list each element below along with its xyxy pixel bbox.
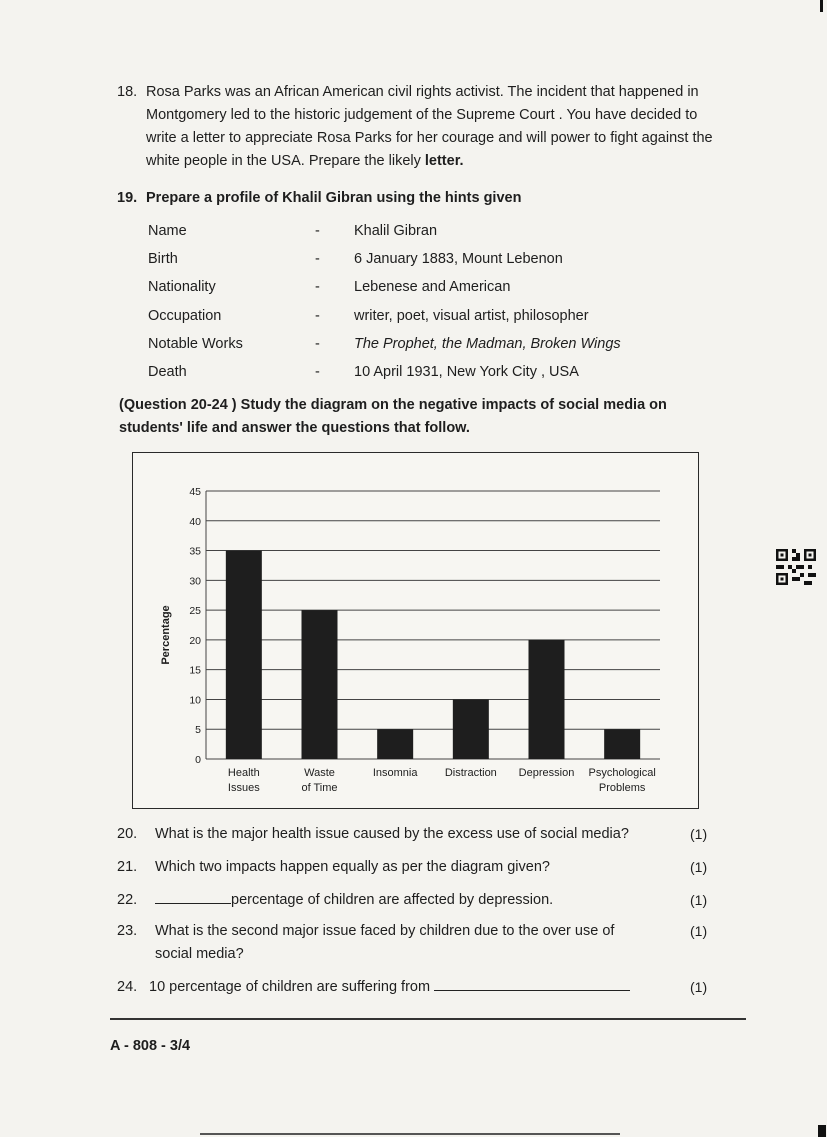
question-number: 20. — [117, 826, 138, 842]
profile-label: Birth — [148, 251, 178, 267]
question-heading: Prepare a profile of Khalil Gibran using the hints given — [146, 190, 522, 206]
profile-value: 10 April 1931, New York City , USA — [354, 364, 579, 380]
question-text: What is the major health issue caused by the excess use of social media? — [155, 826, 629, 842]
y-axis-label: Percentage — [160, 605, 172, 665]
bar — [453, 699, 489, 759]
bar — [377, 729, 413, 759]
answer-blank[interactable] — [155, 903, 231, 904]
question-text: 10 percentage of children are suffering from — [149, 976, 630, 999]
bar-chart-frame — [132, 452, 699, 809]
profile-separator: - — [315, 251, 320, 267]
profile-label: Death — [148, 364, 187, 380]
question-number: 22. — [117, 892, 138, 908]
x-tick-label: Waste — [304, 767, 335, 779]
question-text: Rosa Parks was an African American civil rights activist. The incident that happened in Montgomery led to the historic judgement of the Supreme Court . You have decided to write a letter to appreciate Rosa Parks for her courage and will power to fight against the white people in the USA. Prepare the likely letter. — [146, 84, 713, 169]
profile-value: writer, poet, visual artist, philosopher — [354, 308, 589, 324]
x-tick-label: Insomnia — [372, 767, 418, 779]
bar — [226, 551, 262, 759]
y-tick-label: 40 — [189, 515, 201, 528]
bar — [529, 640, 565, 759]
bar-chart — [133, 453, 698, 808]
scan-edge-mark — [818, 1125, 826, 1137]
y-tick-label: 20 — [189, 634, 201, 647]
question-text: What is the second major issue faced by children due to the over use of social media? — [155, 923, 615, 962]
scan-edge-mark — [200, 1133, 620, 1135]
question-text: Which two impacts happen equally as per the diagram given? — [155, 859, 550, 875]
profile-value: Khalil Gibran — [354, 223, 438, 239]
x-tick-label: Distraction — [444, 767, 497, 779]
profile-separator: - — [315, 364, 320, 380]
profile-value: 6 January 1883, Mount Lebenon — [354, 251, 563, 267]
profile-label: Occupation — [148, 308, 222, 324]
question-marks: (1) — [690, 923, 708, 939]
chart-instruction: (Question 20-24 ) Study the diagram on the negative impacts of social media on students' life and answer the questions that follow. — [119, 397, 667, 436]
y-tick-label: 30 — [189, 575, 201, 588]
y-tick-label: 15 — [189, 664, 201, 677]
y-tick-label: 35 — [189, 545, 201, 558]
question-number: 21. — [117, 859, 138, 875]
profile-separator: - — [315, 279, 320, 295]
footer-rule — [110, 1018, 746, 1020]
question-marks: (1) — [690, 979, 708, 995]
scan-edge-mark — [820, 0, 823, 12]
x-tick-label: Issues — [227, 782, 260, 794]
y-tick-label: 10 — [189, 694, 201, 707]
qr-code-icon — [776, 549, 816, 585]
question-number: 24. — [117, 979, 138, 995]
answer-blank[interactable] — [434, 990, 630, 991]
question-marks: (1) — [690, 892, 708, 908]
profile-label: Name — [148, 223, 187, 239]
y-tick-label: 25 — [189, 605, 201, 618]
bar — [604, 729, 640, 759]
profile-separator: - — [315, 336, 320, 352]
question-text: percentage of children are affected by depression. — [155, 889, 553, 912]
x-tick-label: Psychological — [588, 767, 656, 779]
bar — [302, 610, 338, 759]
profile-label: Nationality — [148, 279, 216, 295]
question-number: 19. — [117, 190, 138, 206]
profile-value: The Prophet, the Madman, Broken Wings — [354, 336, 621, 352]
question-marks: (1) — [690, 859, 708, 875]
question-number: 23. — [117, 923, 138, 939]
x-tick-label: Problems — [598, 782, 646, 794]
question-number: 18. — [117, 84, 138, 100]
profile-label: Notable Works — [148, 336, 243, 352]
profile-separator: - — [315, 223, 320, 239]
y-tick-label: 45 — [189, 486, 201, 498]
question-marks: (1) — [690, 826, 708, 842]
x-tick-label: of Time — [301, 782, 338, 794]
profile-separator: - — [315, 308, 320, 324]
y-tick-label: 0 — [195, 754, 201, 766]
profile-value: Lebenese and American — [354, 279, 511, 295]
x-tick-label: Health — [227, 767, 260, 779]
y-tick-label: 5 — [195, 724, 201, 737]
x-tick-label: Depression — [518, 767, 575, 779]
page-code: A - 808 - 3/4 — [110, 1038, 191, 1054]
